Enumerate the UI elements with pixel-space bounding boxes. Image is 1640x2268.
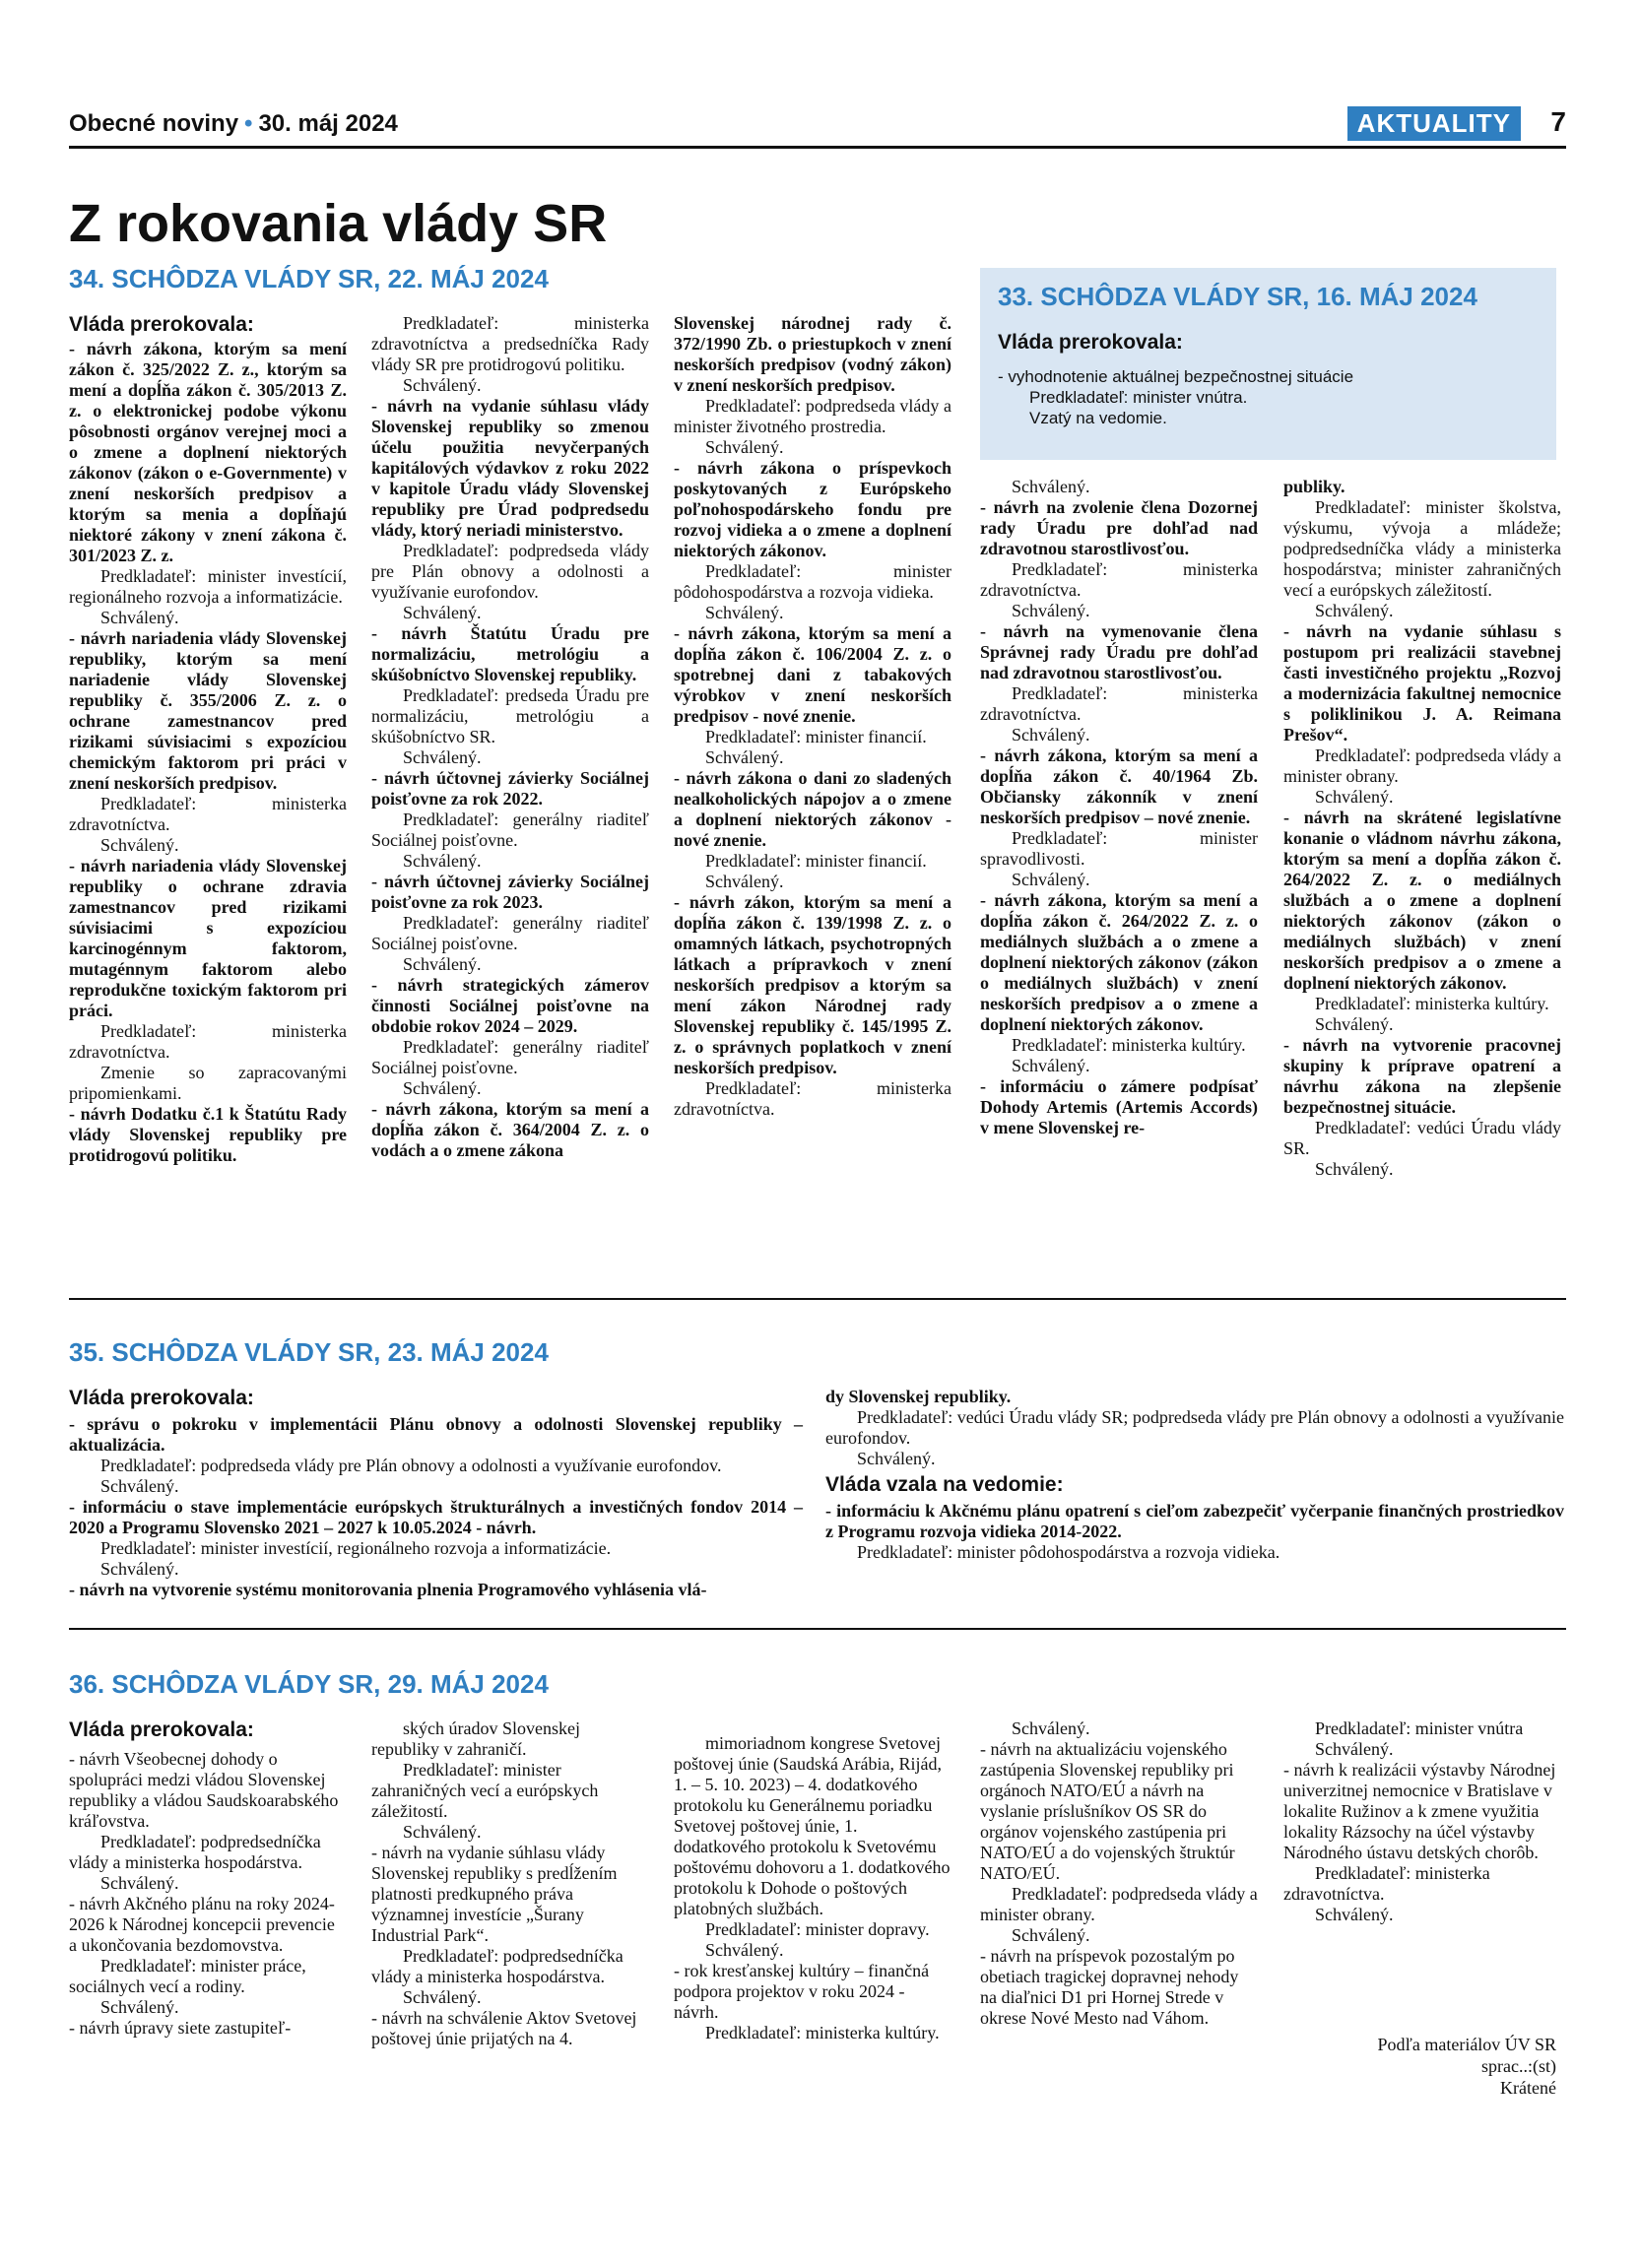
agenda-item-text: Predkladateľ: minister investícií, regionálneho rozvoja a informatizácie. xyxy=(100,1538,612,1558)
agenda-item-text: Predkladateľ: vedúci Úradu vlády SR. xyxy=(1283,1118,1561,1158)
agenda-item-text: Schválený. xyxy=(403,851,482,871)
agenda-item xyxy=(371,872,649,913)
paper-name: Obecné noviny xyxy=(69,110,239,137)
agenda-item-text: - návrh na príspevok pozostalým po obetiach tragickej dopravnej nehody na diaľnici D1 pri Hornej Strede v okrese Nové Mesto nad Váhom. xyxy=(980,1946,1239,2028)
discussed-label-33: Vláda prerokovala: xyxy=(998,331,1183,354)
agenda-item xyxy=(371,1037,649,1078)
agenda-item-text: Predkladateľ: ministerka zdravotníctva. xyxy=(980,559,1258,600)
agenda-item xyxy=(980,1884,1258,1925)
agenda-item xyxy=(980,870,1258,890)
page-header xyxy=(69,106,1566,146)
column-34-4 xyxy=(980,477,1258,1138)
agenda-item-text: Predkladateľ: minister školstva, výskumu, vývoja a mládeže; podpredsedníčka vlády a ministerka hospodárstva; minister zahraničných vecí a európskych záležitostí. xyxy=(1283,497,1561,600)
agenda-item-text: Schválený. xyxy=(403,1987,482,2007)
agenda-item xyxy=(980,890,1258,1035)
column-36-2 xyxy=(371,1718,649,2049)
agenda-item xyxy=(674,892,951,1078)
agenda-item-text: Schválený. xyxy=(403,603,482,622)
agenda-item xyxy=(674,1940,951,1961)
agenda-item-text: - návrh zákona, ktorým sa mení a dopĺňa zákon č. 106/2004 Z. z. o spotrebnej dani z tabakových výrobkov v znení neskorších predpisov - nové znenie. xyxy=(674,623,951,726)
agenda-item xyxy=(371,541,649,603)
agenda-item-text: Schválený. xyxy=(1315,1739,1394,1759)
agenda-item-text: - návrh na schválenie Aktov Svetovej poštovej únie prijatých na 4. xyxy=(371,2008,637,2048)
agenda-item-text: - návrh zákona o dani zo sladených nealkoholických nápojov a o zmene a doplnení niektorých zákonov - nové znenie. xyxy=(674,768,951,850)
agenda-item xyxy=(1283,808,1561,994)
agenda-item xyxy=(1283,1035,1561,1118)
agenda-item xyxy=(69,1997,347,2018)
agenda-item-text: Schválený. xyxy=(403,1078,482,1098)
agenda-item xyxy=(980,1718,1258,1739)
agenda-item xyxy=(1283,621,1561,745)
agenda-item-text: Predkladateľ: ministerka zdravotníctva a predsedníčka Rady vlády SR pre protidrogovú politiku. xyxy=(371,313,649,374)
section-title-36: 36. SCHÔDZA VLÁDY SR, 29. MÁJ 2024 xyxy=(69,1669,549,1699)
session-33-box xyxy=(980,268,1556,460)
agenda-item xyxy=(371,623,649,685)
column-35-2 xyxy=(825,1387,1564,1469)
agenda-item-text: Schválený. xyxy=(705,747,784,767)
agenda-item-text: Schválený. xyxy=(403,954,482,974)
source-signature xyxy=(1378,2034,1556,2099)
agenda-item xyxy=(371,747,649,768)
agenda-item-text: - návrh na vydanie súhlasu s postupom pri realizácii stavebnej časti investičného projektu „Rozvoj a modernizácia fakultnej nemocnice s poliklinikou J. A. Reimana Prešov“. xyxy=(1283,621,1561,745)
agenda-item-text: Schválený. xyxy=(1012,1718,1090,1738)
agenda-item xyxy=(371,1987,649,2008)
agenda-item-text: - návrh zákona, ktorým sa mení zákon č. 325/2022 Z. z., ktorým sa mení a dopĺňa zákon č. 305/2013 Z. z. o elektronickej podobe výkonu pôsobnosti orgánov verejnej moci a o zmene a doplnení niektorých zákonov (zákon o e-Governmente) v znení neskorších predpisov a ktorým sa menia a dopĺňajú niektoré zákony v znení zákona č. 301/2023 Z. z. xyxy=(69,339,347,565)
agenda-item xyxy=(371,851,649,872)
agenda-item xyxy=(69,1559,803,1580)
agenda-item xyxy=(825,1387,1564,1407)
agenda-item-text: - návrh zákona, ktorým sa mení a dopĺňa zákon č. 364/2004 Z. z. o vodách a o zmene zákona xyxy=(371,1099,649,1160)
agenda-item xyxy=(371,1718,649,1760)
agenda-item xyxy=(674,1961,951,2023)
agenda-item-text: - návrh na vytvorenie systému monitorovania plnenia Programového vyhlásenia vlá- xyxy=(69,1580,707,1599)
agenda-item-text: Predkladateľ: ministerka zdravotníctva. xyxy=(980,683,1258,724)
agenda-item xyxy=(69,1894,347,1956)
agenda-item xyxy=(1283,1014,1561,1035)
column-34-2 xyxy=(371,313,649,1161)
agenda-item-text: Schválený. xyxy=(1012,477,1090,496)
agenda-item-text: Schválený. xyxy=(403,747,482,767)
agenda-item-text: - návrh na vymenovanie člena Správnej rady Úradu pre dohľad nad zdravotnou starostlivosťou. xyxy=(980,621,1258,682)
agenda-item xyxy=(1283,1118,1561,1159)
agenda-item xyxy=(371,375,649,396)
agenda-item-text: Schválený. xyxy=(1315,1905,1394,1924)
agenda-item-text: - návrh na skrátené legislatívne konanie o vládnom návrhu zákona, ktorým sa mení a dopĺňa zákon č. 264/2022 Z. z. o mediálnych službách a o zmene a doplnení niektorých zákonov (zákon o mediálnych službách) v znení neskorších predpisov a o zmene a doplnení niektorých zákonov. xyxy=(1283,808,1561,993)
agenda-item-text: Schválený. xyxy=(100,1997,179,2017)
agenda-item xyxy=(1283,994,1561,1014)
agenda-item xyxy=(1283,601,1561,621)
agenda-item xyxy=(674,313,951,396)
agenda-item xyxy=(371,2008,649,2049)
agenda-item xyxy=(69,1580,803,1600)
agenda-item xyxy=(980,1739,1258,1884)
agenda-item xyxy=(69,835,347,856)
agenda-item-text: Slovenskej národnej rady č. 372/1990 Zb. o priestupkoch v znení neskorších predpisov (vodný zákon) v znení neskorších predpisov. xyxy=(674,313,951,395)
agenda-item xyxy=(69,1497,803,1538)
agenda-item-text: Predkladateľ: ministerka zdravotníctva. xyxy=(69,794,347,834)
agenda-item-text: - návrh na vydanie súhlasu vlády Slovenskej republiky s predĺžením platnosti predkupného práva významnej investície „Šurany Industrial Park“. xyxy=(371,1843,618,1945)
agenda-item-text: - návrh zákona, ktorým sa mení a dopĺňa zákon č. 264/2022 Z. z. o mediálnych službách a o zmene a doplnení niektorých zákonov (zákon o mediálnych službách) v znení neskorších predpisov a o zmene a doplnení niektorých zákonov. xyxy=(980,890,1258,1034)
agenda-item-text: Schválený. xyxy=(1315,1159,1394,1179)
agenda-item xyxy=(1283,1863,1561,1905)
agenda-item xyxy=(1283,1739,1561,1760)
agenda-item-text: - návrh úpravy siete zastupiteľ- xyxy=(69,2018,292,2038)
agenda-item-text: Predkladateľ: minister financií. xyxy=(705,727,927,746)
column-35-3 xyxy=(825,1501,1564,1563)
agenda-item-text: - návrh zákon, ktorým sa mení a dopĺňa zákon č. 139/1998 Z. z. o omamných látkach, psychotropných látkach a prípravkoch v znení neskorších predpisov a ktorým sa mení zákon Národnej rady Slovenskej republiky č. 145/1995 Z. z. o správnych poplatkoch v znení neskorších predpisov. xyxy=(674,892,951,1077)
agenda-item-text: Schválený. xyxy=(1315,1014,1394,1034)
agenda-item xyxy=(1283,745,1561,787)
agenda-item xyxy=(825,1542,1564,1563)
agenda-item xyxy=(825,1449,1564,1469)
section-title-34: 34. SCHÔDZA VLÁDY SR, 22. MÁJ 2024 xyxy=(69,264,549,293)
agenda-item xyxy=(69,2018,347,2039)
agenda-item-text: - návrh nariadenia vlády Slovenskej republiky, ktorým sa mení nariadenie vlády Slovenskej republiky č. 355/2006 Z. z. o ochrane zamestnancov pred rizikami súvisiacimi s expozíciou chemickým faktorom pri práci v znení neskorších predpisov. xyxy=(69,628,347,793)
agenda-item xyxy=(980,1056,1258,1076)
agenda-item-text: - návrh Štatútu Úradu pre normalizáciu, metrológiu a skúšobníctvo Slovenskej republiky. xyxy=(371,623,649,684)
agenda-item-text: Schválený. xyxy=(100,835,179,855)
agenda-item xyxy=(980,1925,1258,1946)
agenda-item xyxy=(69,566,347,608)
agenda-item-text: - návrh zákona o príspevkoch poskytovaných z Európskeho poľnohospodárskeho fondu pre rozvoj vidieka a o zmene a doplnení niektorých zákonov. xyxy=(674,458,951,560)
signature-line: Podľa materiálov ÚV SR xyxy=(1377,2035,1556,2054)
agenda-item xyxy=(69,1832,347,1873)
agenda-item xyxy=(980,497,1258,559)
agenda-item-text: - návrh účtovnej závierky Sociálnej poisťovne za rok 2023. xyxy=(371,872,649,912)
agenda-item xyxy=(674,1078,951,1120)
agenda-item xyxy=(69,1021,347,1063)
agenda-item xyxy=(980,477,1258,497)
agenda-item xyxy=(980,621,1258,683)
agenda-item-text: Predkladateľ: minister pôdohospodárstva a rozvoja vidieka. xyxy=(857,1542,1280,1562)
agenda-item xyxy=(371,913,649,954)
agenda-item xyxy=(980,1076,1258,1138)
agenda-item-text: Predkladateľ: minister vnútra xyxy=(1315,1718,1524,1738)
agenda-item xyxy=(1283,497,1561,601)
agenda-item xyxy=(980,1946,1258,2029)
agenda-item-text: Schválený. xyxy=(705,603,784,622)
agenda-item-text: Predkladateľ: podpredseda vlády a minister obrany. xyxy=(980,1884,1258,1924)
agenda-item-text: - informáciu k Akčnému plánu opatrení s cieľom zabezpečiť vyčerpanie finančných prostriedkov z Programu rozvoja vidieka 2014-2022. xyxy=(825,1501,1564,1541)
agenda-item-text: Predkladateľ: podpredseda vlády pre Plán obnovy a odolnosti a využívanie eurofondov. xyxy=(100,1456,722,1475)
agenda-item-text: Predkladateľ: ministerka zdravotníctva. xyxy=(674,1078,951,1119)
agenda-item-text: Predkladateľ: minister práce, sociálnych vecí a rodiny. xyxy=(69,1956,306,1996)
main-title: Z rokovania vlády SR xyxy=(69,194,608,253)
agenda-item-text: Predkladateľ: ministerka kultúry. xyxy=(705,2023,940,2042)
agenda-item-text: Schválený. xyxy=(100,1873,179,1893)
column-34-5 xyxy=(1283,477,1561,1180)
agenda-item xyxy=(674,747,951,768)
agenda-item-text: Predkladateľ: minister spravodlivosti. xyxy=(980,828,1258,869)
discussed-label-36: Vláda prerokovala: xyxy=(69,1718,254,1741)
section-title-35: 35. SCHÔDZA VLÁDY SR, 23. MÁJ 2024 xyxy=(69,1337,549,1367)
agenda-item-text: - informáciu o zámere podpísať Dohody Artemis (Artemis Accords) v mene Slovenskej re- xyxy=(980,1076,1258,1137)
agenda-item-text: - návrh strategických zámerov činnosti Sociálnej poisťovne na obdobie rokov 2024 – 2029. xyxy=(371,975,649,1036)
agenda-item-text: - správu o pokroku v implementácii Plánu obnovy a odolnosti Slovenskej republiky – aktualizácia. xyxy=(69,1414,803,1455)
agenda-item xyxy=(980,725,1258,745)
agenda-item xyxy=(371,954,649,975)
agenda-item-text: Schválený. xyxy=(1012,725,1090,745)
agenda-item xyxy=(371,603,649,623)
agenda-item xyxy=(674,603,951,623)
agenda-item-text: - návrh Dodatku č.1 k Štatútu Rady vlády Slovenskej republiky pre protidrogovú politiku. xyxy=(69,1104,347,1165)
agenda-item-text: Predkladateľ: ministerka kultúry. xyxy=(1315,994,1549,1013)
agenda-item xyxy=(998,387,1530,408)
masthead xyxy=(69,110,398,138)
agenda-item xyxy=(1283,1905,1561,1925)
column-33 xyxy=(998,366,1530,428)
agenda-item-text: Schválený. xyxy=(1012,1925,1090,1945)
agenda-item-text: publiky. xyxy=(1283,477,1345,496)
agenda-item xyxy=(674,1733,951,1919)
agenda-item-text: mimoriadnom kongrese Svetovej poštovej únie (Saudská Arábia, Rijád, 1. – 5. 10. 2023) – 4. dodatkového protokolu ku Generálnemu poriadku Svetovej poštovej únie, 1. dodatkového protokolu k Svetovému poštovému dohovoru a 1. dodatkového protokolu k Dohode o poštových platobných službách. xyxy=(674,1733,951,1918)
agenda-item-text: Predkladateľ: ministerka zdravotníctva. xyxy=(1283,1863,1490,1904)
agenda-item xyxy=(674,561,951,603)
agenda-item-text: dy Slovenskej republiky. xyxy=(825,1387,1012,1406)
agenda-item-text: Schválený. xyxy=(857,1449,936,1468)
agenda-item-text: Predkladateľ: minister investícií, regionálneho rozvoja a informatizácie. xyxy=(69,566,347,607)
agenda-item xyxy=(674,768,951,851)
agenda-item xyxy=(69,856,347,1021)
agenda-item xyxy=(69,1414,803,1456)
agenda-item xyxy=(674,851,951,872)
agenda-item xyxy=(371,1843,649,1946)
issue-date: 30. máj 2024 xyxy=(258,110,398,137)
agenda-item xyxy=(1283,477,1561,497)
agenda-item xyxy=(980,559,1258,601)
agenda-item-text: Predkladateľ: podpredseda vlády a minister životného prostredia. xyxy=(674,396,951,436)
agenda-item-text: Predkladateľ: ministerka kultúry. xyxy=(1012,1035,1246,1055)
agenda-item-text: Schválený. xyxy=(100,1559,179,1579)
agenda-item-text: Predkladateľ: podpredsedníčka vlády a ministerka hospodárstva. xyxy=(69,1832,321,1872)
agenda-item-text: ských úradov Slovenskej republiky v zahraničí. xyxy=(371,1718,580,1759)
agenda-item-text: Predkladateľ: minister vnútra. xyxy=(1029,388,1248,407)
agenda-item xyxy=(69,1749,347,1832)
agenda-item xyxy=(1283,1718,1561,1739)
column-36-4 xyxy=(980,1718,1258,2029)
agenda-item-text: Schválený. xyxy=(705,1940,784,1960)
section-divider-2 xyxy=(69,1628,1566,1630)
agenda-item-text: - návrh k realizácii výstavby Národnej univerzitnej nemocnice v Bratislave v lokalite Ružinov a k zmene využitia lokality Rázsochy na účel výstavby Národného ústavu detských chorôb. xyxy=(1283,1760,1556,1862)
agenda-item-text: Schválený. xyxy=(100,1476,179,1496)
agenda-item xyxy=(69,339,347,566)
agenda-item-text: Schválený. xyxy=(403,1822,482,1842)
agenda-item-text: Predkladateľ: predseda Úradu pre normalizáciu, metrológiu a skúšobníctvo SR. xyxy=(371,685,649,746)
agenda-item-text: - informáciu o stave implementácie európskych štrukturálnych a investičných fondov 2014 – 2020 a Programu Slovensko 2021 – 2027 k 10.05.2024 - návrh. xyxy=(69,1497,803,1537)
column-34-3 xyxy=(674,313,951,1120)
agenda-item-text: Predkladateľ: vedúci Úradu vlády SR; podpredseda vlády pre Plán obnovy a odolnosti a využívanie eurofondov. xyxy=(825,1407,1564,1448)
bullet-dot: • xyxy=(244,110,253,137)
agenda-item-text: Schválený. xyxy=(100,608,179,627)
agenda-item xyxy=(674,458,951,561)
agenda-item-text: - návrh Všeobecnej dohody o spolupráci medzi vládou Slovenskej republiky a vládou Saudskoarabského kráľovstva. xyxy=(69,1749,339,1831)
agenda-item-text: Predkladateľ: generálny riaditeľ Sociálnej poisťovne. xyxy=(371,1037,649,1077)
agenda-item-text: Predkladateľ: ministerka zdravotníctva. xyxy=(69,1021,347,1062)
agenda-item-text: - návrh Akčného plánu na roky 2024-2026 k Národnej koncepcii prevencie a ukončovania bezdomovstva. xyxy=(69,1894,335,1955)
signature-line: sprac..:(st) xyxy=(1481,2056,1556,2076)
agenda-item xyxy=(69,628,347,794)
agenda-item-text: - návrh na zvolenie člena Dozornej rady Úradu pre dohľad nad zdravotnou starostlivosťou. xyxy=(980,497,1258,558)
agenda-item xyxy=(1283,1159,1561,1180)
agenda-item-text: Predkladateľ: generálny riaditeľ Sociálnej poisťovne. xyxy=(371,810,649,850)
agenda-item-text: - návrh zákona, ktorým sa mení a dopĺňa zákon č. 40/1964 Zb. Občiansky zákonník v znení neskorších predpisov – nové znenie. xyxy=(980,745,1258,827)
agenda-item-text: - vyhodnotenie aktuálnej bezpečnostnej situácie xyxy=(998,367,1354,386)
agenda-item xyxy=(371,768,649,810)
agenda-item-text: Schválený. xyxy=(403,375,482,395)
agenda-item xyxy=(69,1538,803,1559)
agenda-item-text: Predkladateľ: podpredseda vlády a minister obrany. xyxy=(1283,745,1561,786)
agenda-item xyxy=(371,396,649,541)
page-number: 7 xyxy=(1550,106,1566,137)
discussed-label-34: Vláda prerokovala: xyxy=(69,313,254,336)
column-36-5 xyxy=(1283,1718,1561,1925)
agenda-item xyxy=(371,1822,649,1843)
agenda-item xyxy=(674,872,951,892)
agenda-item-text: - návrh účtovnej závierky Sociálnej poisťovne za rok 2022. xyxy=(371,768,649,809)
agenda-item xyxy=(980,1035,1258,1056)
agenda-item-text: Schválený. xyxy=(1315,601,1394,620)
agenda-item xyxy=(371,1760,649,1822)
agenda-item xyxy=(69,1104,347,1166)
agenda-item xyxy=(980,745,1258,828)
agenda-item xyxy=(674,623,951,727)
agenda-item-text: - rok kresťanskej kultúry – finančná podpora projektov v roku 2024 - návrh. xyxy=(674,1961,930,2022)
agenda-item-text: Schválený. xyxy=(1012,870,1090,889)
noted-label-35: Vláda vzala na vedomie: xyxy=(825,1473,1064,1496)
agenda-item-text: Vzatý na vedomie. xyxy=(1029,409,1167,427)
agenda-item xyxy=(825,1501,1564,1542)
agenda-item xyxy=(69,608,347,628)
section-divider xyxy=(69,1298,1566,1300)
column-35-1 xyxy=(69,1414,803,1600)
agenda-item-text: Predkladateľ: generálny riaditeľ Sociálnej poisťovne. xyxy=(371,913,649,953)
agenda-item xyxy=(371,1099,649,1161)
agenda-item xyxy=(1283,1760,1561,1863)
agenda-item-text: Schválený. xyxy=(1012,601,1090,620)
agenda-item-text: - návrh nariadenia vlády Slovenskej republiky o ochrane zdravia zamestnancov pred rizikami súvisiacimi s expozíciou karcinogénnym faktorom, mutagénnym faktorom alebo reprodukčne toxickým faktorom pri práci. xyxy=(69,856,347,1020)
agenda-item xyxy=(998,366,1530,387)
header-rule xyxy=(69,146,1566,149)
column-36-3 xyxy=(674,1733,951,2043)
agenda-item xyxy=(371,685,649,747)
agenda-item xyxy=(980,683,1258,725)
agenda-item xyxy=(371,313,649,375)
agenda-item xyxy=(371,975,649,1037)
agenda-item xyxy=(674,396,951,437)
agenda-item-text: Schválený. xyxy=(1315,787,1394,807)
agenda-item xyxy=(371,1946,649,1987)
agenda-item xyxy=(980,601,1258,621)
agenda-item xyxy=(825,1407,1564,1449)
discussed-label-35: Vláda prerokovala: xyxy=(69,1387,254,1409)
agenda-item xyxy=(69,1063,347,1104)
agenda-item xyxy=(1283,787,1561,808)
agenda-item xyxy=(69,794,347,835)
column-34-1 xyxy=(69,339,347,1166)
agenda-item-text: Predkladateľ: podpredseda vlády pre Plán obnovy a odolnosti a využívanie eurofondov. xyxy=(371,541,649,602)
agenda-item xyxy=(69,1956,347,1997)
agenda-item-text: Schválený. xyxy=(1012,1056,1090,1075)
section-label: AKTUALITY xyxy=(1347,106,1521,141)
agenda-item xyxy=(674,437,951,458)
agenda-item-text: - návrh na vytvorenie pracovnej skupiny k príprave opatrení a návrhu zákona na zlepšenie bezpečnostnej situácie. xyxy=(1283,1035,1561,1117)
agenda-item-text: Predkladateľ: minister financií. xyxy=(705,851,927,871)
agenda-item-text: Predkladateľ: minister dopravy. xyxy=(705,1919,930,1939)
agenda-item-text: - návrh na vydanie súhlasu vlády Slovenskej republiky so zmenou účelu použitia nevyčerpaných kapitálových výdavkov z roku 2022 v kapitole Úradu vlády Slovenskej republiky pre Úrad podpredsedu vlády, ktorý neriadi ministerstvo. xyxy=(371,396,649,540)
agenda-item xyxy=(674,1919,951,1940)
agenda-item-text: Predkladateľ: minister zahraničných vecí a európskych záležitostí. xyxy=(371,1760,599,1821)
agenda-item xyxy=(371,1078,649,1099)
agenda-item xyxy=(69,1873,347,1894)
agenda-item xyxy=(674,2023,951,2043)
agenda-item-text: Schválený. xyxy=(705,872,784,891)
agenda-item xyxy=(980,828,1258,870)
agenda-item xyxy=(69,1456,803,1476)
agenda-item-text: Predkladateľ: podpredsedníčka vlády a ministerka hospodárstva. xyxy=(371,1946,623,1986)
agenda-item xyxy=(998,408,1530,428)
agenda-item xyxy=(371,810,649,851)
agenda-item-text: Predkladateľ: minister pôdohospodárstva a rozvoja vidieka. xyxy=(674,561,951,602)
agenda-item-text: - návrh na aktualizáciu vojenského zastúpenia Slovenskej republiky pri orgánoch NATO/EÚ a návrh na vyslanie príslušníkov OS SR do orgánov vojenského zastúpenia pri NATO/EÚ a do vojenských štruktúr NATO/EÚ. xyxy=(980,1739,1235,1883)
agenda-item-text: Schválený. xyxy=(705,437,784,457)
agenda-item-text: Zmenie so zapracovanými pripomienkami. xyxy=(69,1063,347,1103)
column-36-1 xyxy=(69,1749,347,2039)
agenda-item xyxy=(674,727,951,747)
signature-line: Krátené xyxy=(1500,2078,1556,2098)
agenda-item xyxy=(69,1476,803,1497)
section-title-33: 33. SCHÔDZA VLÁDY SR, 16. MÁJ 2024 xyxy=(998,282,1477,311)
